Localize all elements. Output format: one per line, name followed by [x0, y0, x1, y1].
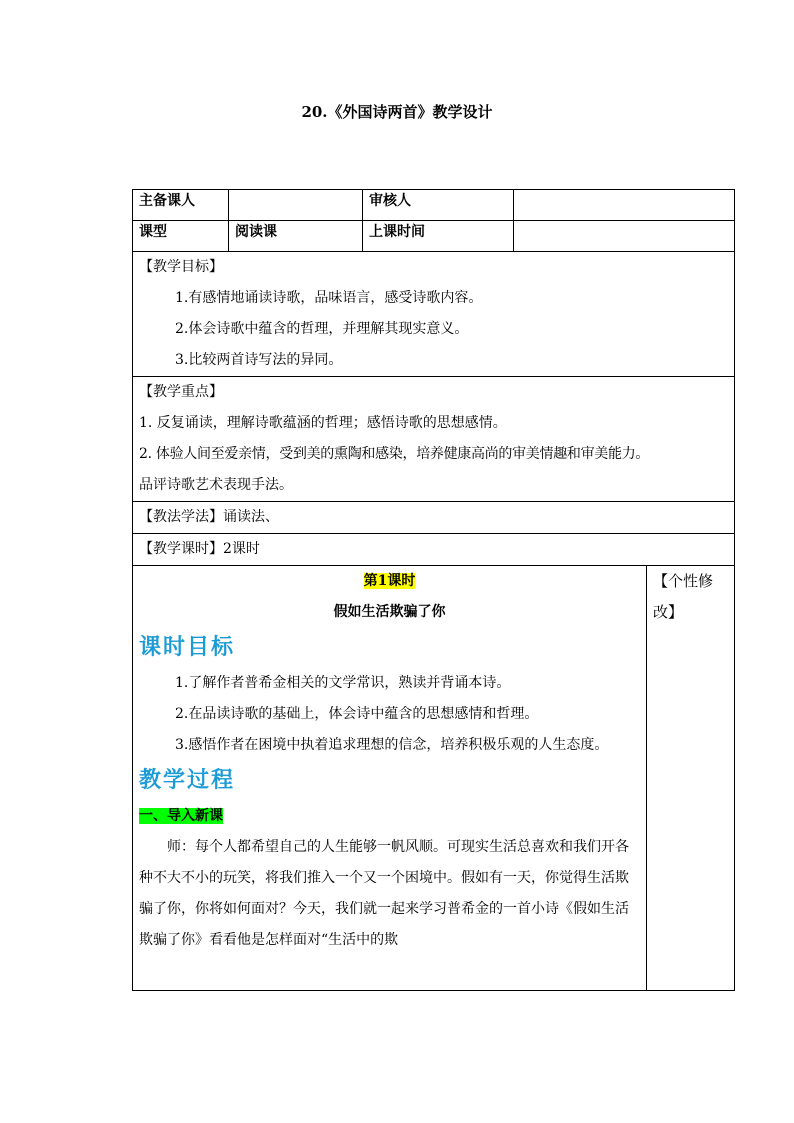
preparer-label: 主备课人: [133, 190, 229, 221]
lesson1-row: [133, 566, 735, 991]
poem-title: 假如生活欺骗了你: [333, 604, 446, 620]
reviewer-value: [514, 190, 735, 221]
objective-item: 2.体会诗歌中蕴含的哲理，并理解其现实意义。: [175, 321, 469, 337]
section1-label: 一、导入新课: [139, 808, 223, 824]
goals-heading: 课时目标: [139, 635, 236, 660]
side-note-cell: [647, 566, 735, 991]
hours-cell: [133, 534, 735, 566]
time-label: 上课时间: [363, 221, 514, 252]
methods-label: 【教法学法】: [139, 509, 223, 525]
goal-item: 3.感悟作者在困境中执着追求理想的信念，培养积极乐观的人生态度。: [175, 737, 609, 753]
type-label: 课型: [133, 221, 229, 252]
goal-item: 1.了解作者普希金相关的文学常识，熟读并背诵本诗。: [175, 675, 511, 691]
methods-row: [133, 502, 735, 534]
preparer-value: [229, 190, 363, 221]
process-heading: 教学过程: [139, 768, 236, 793]
key-point-item: 2. 体验人间至爱亲情，受到美的熏陶和感染，培养健康高尚的审美情趣和审美能力。: [139, 446, 650, 462]
hours-value: 2课时: [223, 541, 260, 557]
side-note: 【个性修改】: [653, 572, 714, 621]
page-title: 20.《外国诗两首》教学设计: [301, 103, 493, 121]
objectives-cell: [133, 252, 735, 377]
period-label: 第1课时: [363, 573, 416, 589]
methods-value: 诵读法、: [223, 509, 279, 525]
methods-cell: [133, 502, 735, 534]
section1-text: 师：每个人都希望自己的人生能够一帆风顺。可现实生活总喜欢和我们开各种不大不小的玩笑，将我们推入一个又一个困境中。假如有一天，你觉得生活欺骗了你，你将如何面对？今天，我们就一起来学习普希金的一首小诗《假如生活欺骗了你》看看他是怎样面对“生活中的欺: [139, 839, 629, 948]
lesson-plan-table: [132, 189, 735, 991]
key-point-item: 1. 反复诵读，理解诗歌蕴涵的哲理；感悟诗歌的思想感情。: [139, 415, 507, 431]
objective-item: 3.比较两首诗写法的异同。: [175, 352, 343, 368]
key-points-row: [133, 377, 735, 502]
type-value: 阅读课: [229, 221, 363, 252]
time-value: [514, 221, 735, 252]
hours-row: [133, 534, 735, 566]
hours-label: 【教学课时】: [139, 541, 223, 557]
lesson1-content: [133, 566, 647, 991]
objectives-row: [133, 252, 735, 377]
key-points-label: 【教学重点】: [139, 384, 223, 400]
header-row-2: [133, 221, 735, 252]
key-point-item: 品评诗歌艺术表现手法。: [139, 477, 293, 493]
key-points-cell: [133, 377, 735, 502]
reviewer-label: 审核人: [363, 190, 514, 221]
objective-item: 1.有感情地诵读诗歌，品味语言，感受诗歌内容。: [175, 290, 483, 306]
goal-item: 2.在品读诗歌的基础上，体会诗中蕴含的思想感情和哲理。: [175, 706, 539, 722]
objectives-label: 【教学目标】: [139, 259, 223, 275]
header-row-1: [133, 190, 735, 221]
